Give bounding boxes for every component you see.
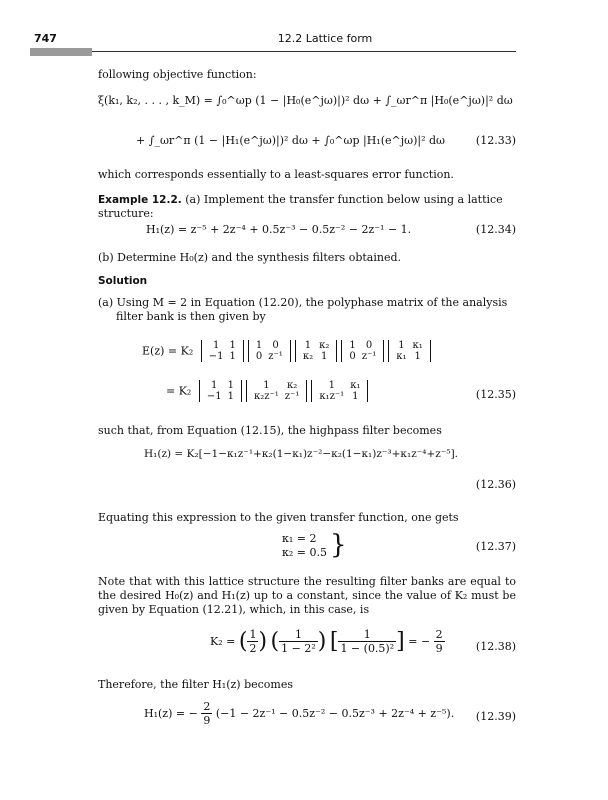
matrix-cell: κ₁ <box>396 351 407 362</box>
least-squares-text: which corresponds essentially to a least-squares error function. <box>98 168 454 181</box>
eq-12-37-line2: κ₂ = 0.5 <box>282 546 327 559</box>
equation-12-36 <box>98 448 516 498</box>
matrix-cell: 1 <box>304 340 312 351</box>
part-b-text: (b) Determine H₀(z) and the synthesis filters obtained. <box>98 251 401 264</box>
matrix-cell: z⁻¹ <box>284 391 300 402</box>
eq-12-37-brace: } <box>330 530 347 560</box>
matrix-cell: 0 <box>365 340 373 351</box>
eq-12-39-rhs: (−1 − 2z⁻¹ − 0.5z⁻² − 0.5z⁻³ + 2z⁻⁴ + z⁻⁵). <box>215 707 455 720</box>
matrix-cell: 1 <box>321 351 328 362</box>
fraction-3: $\frac{1}{\text{1 − (0.5)²}}$ <box>340 628 395 655</box>
eq-number-12-33: (12.33) <box>475 134 516 147</box>
eq-number-12-37: (12.37) <box>475 540 516 553</box>
eq-12-35-lhs1: E(z) = K₂ <box>142 344 194 358</box>
example-text: (a) Implement the transfer function below using a lattice structure: <box>98 193 503 220</box>
matrix-cell: κ₂ <box>302 351 314 362</box>
eq-12-33-line1: ξ(k₁, k₂, . . . , k_M) = ∫₀^ωp (1 − |H₀(e^jω)|)² dω + ∫_ωr^π |H₀(e^jω)|² dω <box>98 94 513 107</box>
eq-12-34-expr: H₁(z) = z⁻⁵ + 2z⁻⁴ + 0.5z⁻³ − 0.5z⁻² − 2z⁻¹ − 1. <box>146 223 412 236</box>
matrix <box>388 340 431 362</box>
eq-number-12-35: (12.35) <box>475 388 516 401</box>
eq-number-12-36: (12.36) <box>475 478 516 491</box>
matrix-cell: 1 <box>398 340 405 351</box>
fraction-1: $\frac{1}{2}$ <box>249 628 257 655</box>
fraction-2: $\frac{1}{\text{1 − 2²}}$ <box>281 628 316 655</box>
eq-12-35-row2-matrices <box>195 380 369 402</box>
matrix <box>201 340 244 362</box>
note-paragraph: Note that with this lattice structure the resulting filter banks are equal to the desired H₀(z) and H₁(z) up to a constant, since the value of K₂ must be given by Equation (12.21), which, in this case, is <box>98 575 516 616</box>
matrix-cell: κ₁z⁻¹ <box>319 391 345 402</box>
eq-12-38-body: K₂ = ( $\frac{1}{2}$ ) ( $\frac{1}{\text{1 − 2²}}$ ) [ $\frac{1}{\text{1 − (0.5)²}}$ ] = − $\frac{2}{9}$ <box>210 628 443 655</box>
matrix-cell: 1 <box>212 340 220 351</box>
coefficient-fraction: $\frac{2}{9}$ <box>203 700 211 727</box>
matrix <box>199 380 242 402</box>
matrix-cell: −1 <box>206 391 222 402</box>
equating-text: Equating this expression to the given transfer function, one gets <box>98 511 459 524</box>
matrix-cell: 1 <box>227 380 234 391</box>
example-label: Example 12.2. <box>98 194 182 206</box>
matrix-cell: κ₂ <box>319 340 330 351</box>
matrix-cell: 0 <box>255 351 263 362</box>
eq-12-33-line2: + ∫_ωr^π (1 − |H₁(e^jω)|)² dω + ∫₀^ωp |H₁(e^jω)|² dω <box>136 134 446 147</box>
highpass-intro: such that, from Equation (12.15), the highpass filter becomes <box>98 424 442 437</box>
solution-a-text: (a) Using M = 2 in Equation (12.20), the polyphase matrix of the analysis filter bank is then given by <box>98 296 508 323</box>
eq-12-36-expr: H₁(z) = K₂[−1−κ₁z⁻¹+κ₂(1−κ₁)z⁻²−κ₂(1−κ₁)z⁻³+κ₁z⁻⁴+z⁻⁵]. <box>144 448 459 460</box>
therefore-text: Therefore, the filter H₁(z) becomes <box>98 678 294 691</box>
matrix <box>248 340 291 362</box>
eq-number-12-39: (12.39) <box>475 710 516 723</box>
matrix-cell: 0 <box>349 351 356 362</box>
matrix-cell: 1 <box>352 391 359 402</box>
eq-12-39-lhs: H₁(z) = − <box>144 707 198 720</box>
matrix <box>341 340 384 362</box>
matrix-cell: 0 <box>272 340 279 351</box>
matrix-cell: κ₂z⁻¹ <box>253 391 279 402</box>
matrix-cell: 1 <box>211 380 218 391</box>
eq-12-38-equals: = − <box>408 635 431 648</box>
equation-12-33 <box>98 94 516 164</box>
eq-12-35-row2 <box>166 380 368 402</box>
matrix <box>295 340 338 362</box>
eq-12-35-row1 <box>142 340 431 362</box>
matrix <box>246 380 307 402</box>
page-number: 747 <box>34 32 57 45</box>
matrix-cell: κ₁ <box>350 380 361 391</box>
matrix-cell: 1 <box>255 340 263 351</box>
matrix-cell: 1 <box>229 340 236 351</box>
matrix-cell: 1 <box>227 391 234 402</box>
equation-12-34 <box>98 223 516 239</box>
eq-12-37-line1: κ₁ = 2 <box>282 532 317 545</box>
matrix-cell: κ₂ <box>286 380 298 391</box>
matrix-cell: κ₁ <box>412 340 423 351</box>
matrix <box>311 380 368 402</box>
matrix-cell: 1 <box>328 380 335 391</box>
matrix-cell: 1 <box>263 380 270 391</box>
eq-12-38-lhs: K₂ = <box>210 635 236 648</box>
matrix-cell: 1 <box>414 351 421 362</box>
solution-heading: Solution <box>98 275 148 287</box>
matrix-cell: z⁻¹ <box>361 351 377 362</box>
equation-12-39 <box>98 700 516 736</box>
running-title: 12.2 Lattice form <box>277 32 373 45</box>
eq-12-39-body <box>144 700 454 727</box>
result-fraction: $\frac{2}{9}$ <box>435 628 443 655</box>
matrix-cell: −1 <box>208 351 224 362</box>
intro-text: following objective function: <box>98 68 257 81</box>
header-bar <box>30 48 92 56</box>
equation-12-37 <box>98 532 516 564</box>
example-paragraph <box>98 193 516 221</box>
eq-number-12-38: (12.38) <box>475 640 516 653</box>
equation-12-38 <box>98 628 516 664</box>
matrix-cell: z⁻¹ <box>268 351 283 362</box>
equation-12-35 <box>98 338 516 416</box>
header-rule <box>92 51 516 52</box>
matrix-cell: 1 <box>349 340 356 351</box>
matrix-cell: 1 <box>229 351 236 362</box>
eq-12-35-row1-matrices <box>197 340 431 362</box>
eq-number-12-34: (12.34) <box>475 223 516 236</box>
eq-12-35-lhs2: = K₂ <box>166 384 192 398</box>
